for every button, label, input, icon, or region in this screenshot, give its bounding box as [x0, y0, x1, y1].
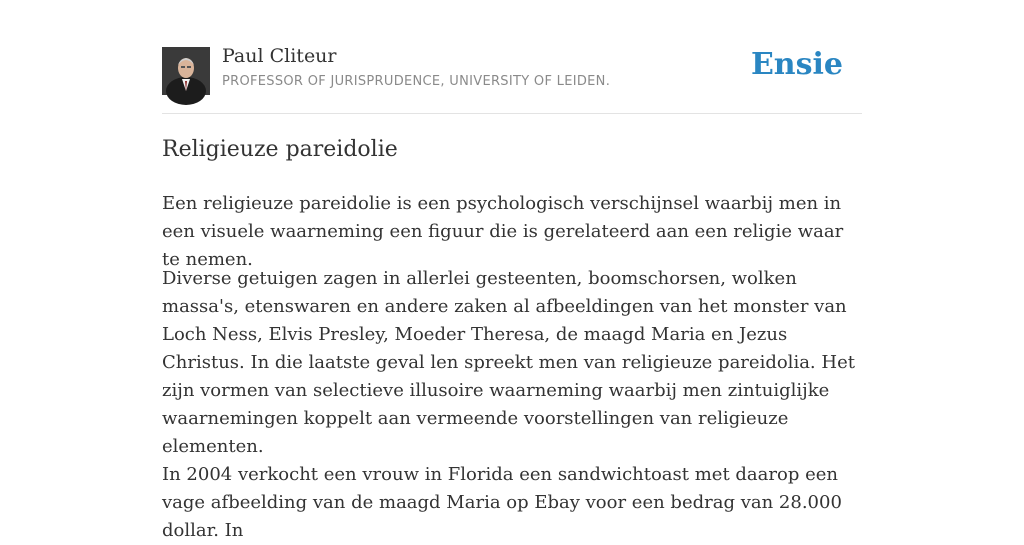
ensie-logo[interactable]: Ensie	[750, 47, 843, 82]
author-role: PROFESSOR OF JURISPRUDENCE, UNIVERSITY OF LEIDEN.	[222, 74, 611, 89]
article-paragraph: In 2004 verkocht een vrouw in Florida een sandwichtoast met daarop een vage afbeelding van de maagd Maria op Ebay voor een bedrag van 28.000 dollar. In	[162, 464, 842, 541]
person-portrait-icon	[162, 47, 210, 95]
article-paragraph: Diverse getuigen zagen in allerlei gesteenten, boomschorsen, wolken massa's, etenswaren en andere zaken al afbeeldingen van het monster van Loch Ness, Elvis Presley, Moeder Theresa, de maagd Maria en Jezus Christus. In die laatste geval len spreekt men van religieuze pareidolia. Het zijn vormen van selectieve illusoire waarneming waarbij men zintuiglijke waarnemingen koppelt aan vermeende voorstellingen van religieuze elementen.	[162, 268, 855, 457]
article-paragraph: Een religieuze pareidolie is een psychologisch verschijnsel waarbij men in een visuele waarneming een figuur die is gerelateerd aan een religie waar te nemen.	[162, 193, 844, 270]
article-title: Religieuze pareidolie	[162, 137, 398, 162]
article-container	[162, 0, 862, 541]
author-avatar[interactable]	[162, 47, 210, 95]
author-header	[162, 0, 862, 114]
author-name[interactable]: Paul Cliteur	[222, 45, 337, 67]
